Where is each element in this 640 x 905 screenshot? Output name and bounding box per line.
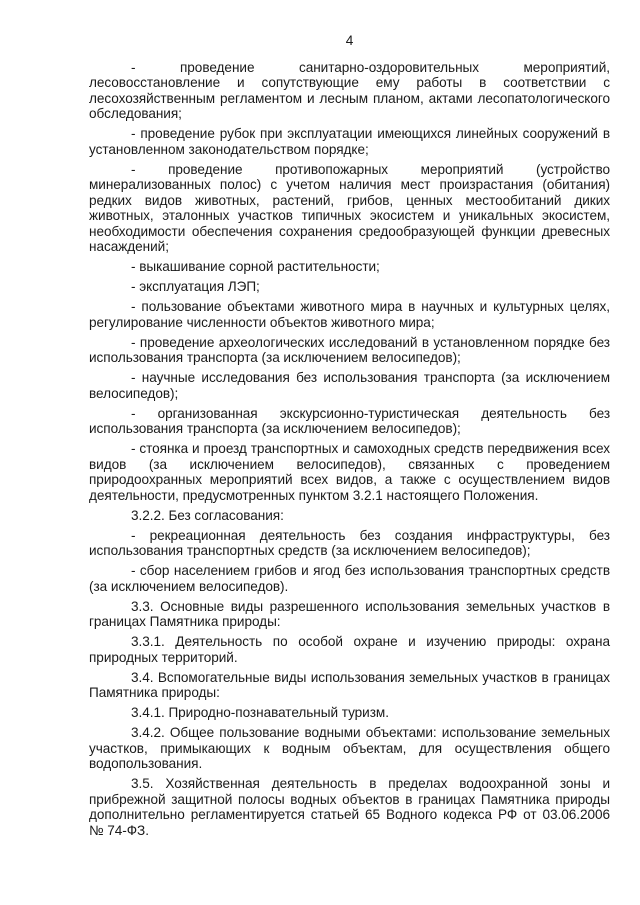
paragraph-weed-mowing: - выкашивание сорной растительности;: [131, 259, 380, 274]
paragraph-sanitary-measures: - проведение санитарно-оздоровительных мероприятий, лесовосстановление и сопутствующие ему работы в соответствии с лесохозяйственным регламентом и лесным планом, актами лесопатологического обследования;: [89, 59, 610, 121]
paragraph-wildlife-use: - пользование объектами животного мира в научных и культурных целях, регулирование численности объектов животного мира;: [89, 299, 610, 330]
paragraph-fire-prevention: - проведение противопожарных мероприятий (устройство минерализованных полос) с учетом наличия мест произрастания (обитания) редких видов животных, растений, грибов, ценных местообитаний диких животных, эталонных участков типичных экосистем и уникальных экосистем, необходимости обеспечения сохранения средообразующей функции древесных насаждений;: [89, 161, 610, 254]
paragraph-research: - научные исследования без использования транспорта (за исключением велосипедов);: [89, 370, 610, 401]
section-3-5: 3.5. Хозяйственная деятельность в пределах водоохранной зоны и прибрежной защитной полосы водных объектов в границах Памятника природы дополнительно регламентируется статьей 65 Водного кодекса РФ от 03.06.2006 № 74-ФЗ.: [89, 776, 610, 838]
section-3-4: 3.4. Вспомогательные виды использования земельных участков в границах Памятника природы:: [89, 669, 610, 700]
section-3-3: 3.3. Основные виды разрешенного использования земельных участков в границах Памятника природы:: [89, 598, 610, 629]
section-3-4-2: 3.4.2. Общее пользование водными объектами: использование земельных участков, примыкающих к водным объектам, для осуществления общего водопользования.: [89, 725, 610, 771]
section-3-3-1: 3.3.1. Деятельность по особой охране и изучению природы: охрана природных территорий.: [89, 634, 610, 665]
paragraph-recreation: - рекреационная деятельность без создания инфраструктуры, без использования транспортных средств (за исключением велосипедов);: [89, 527, 610, 558]
paragraph-vehicle-parking: - стоянка и проезд транспортных и самоходных средств передвижения всех видов (за исключением велосипедов), связанных с проведением природоохранных мероприятий всех видов, а также с осуществлением видов деятельности, предусмотренных пунктом 3.2.1 настоящего Положения.: [89, 441, 610, 503]
paragraph-power-lines: - эксплуатация ЛЭП;: [131, 279, 260, 294]
paragraph-excursions: - организованная экскурсионно-туристическая деятельность без использования транспорта (за исключением велосипедов);: [89, 405, 610, 436]
paragraph-felling-linear-structures: - проведение рубок при эксплуатации имеющихся линейных сооружений в установленном законодательством порядке;: [89, 126, 610, 157]
section-3-4-1: 3.4.1. Природно-познавательный туризм.: [131, 705, 389, 720]
paragraph-archaeology: - проведение археологических исследований в установленном порядке без использования транспорта (за исключением велосипедов);: [89, 334, 610, 365]
paragraph-mushroom-berry-picking: - сбор населением грибов и ягод без использования транспортных средств (за исключением велосипедов).: [89, 563, 610, 594]
page-number: 4: [345, 33, 354, 48]
section-3-2-2-heading: 3.2.2. Без согласования:: [131, 507, 284, 523]
